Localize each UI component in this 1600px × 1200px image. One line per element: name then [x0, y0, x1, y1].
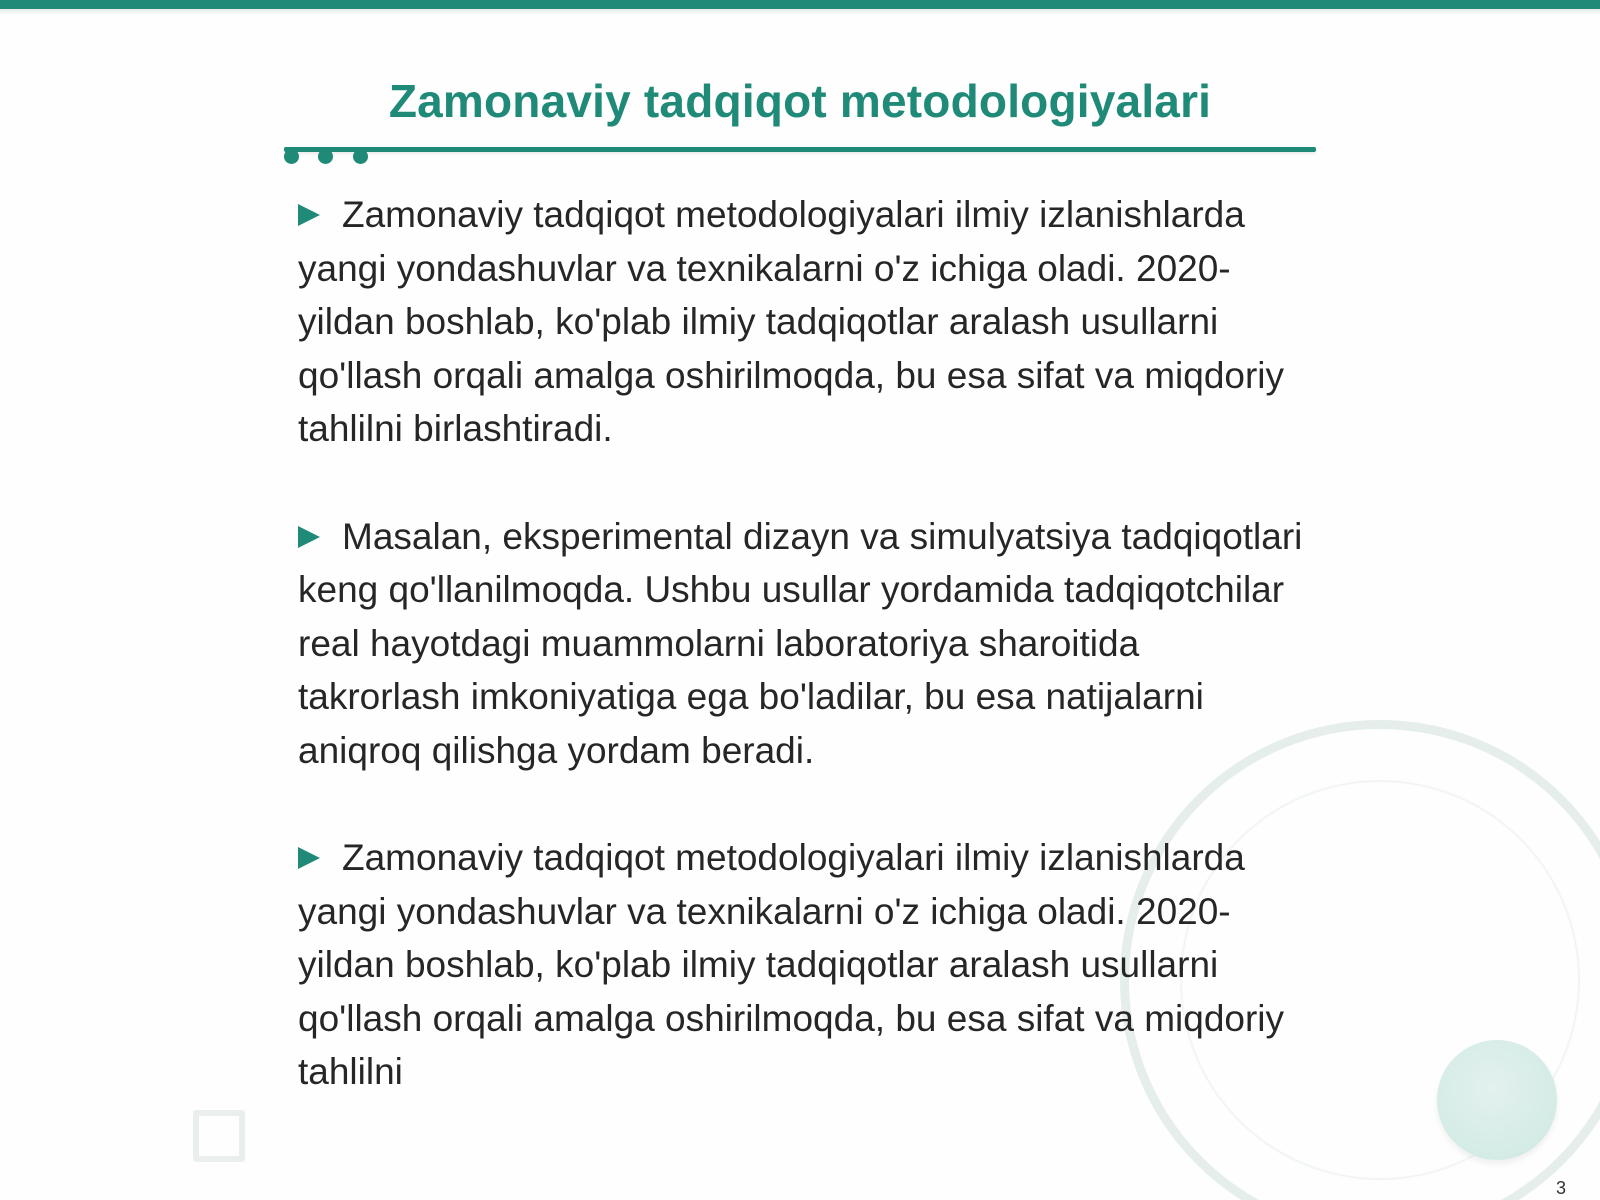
top-bar-shadow	[0, 9, 1600, 15]
bullet-item	[298, 831, 1308, 1099]
bullet-text: Masalan, eksperimental dizayn va simulyatsiya tadqiqotlari keng qo'llanilmoqda. Ushbu usullar yordamida tadqiqotchilar real hayotdagi muammolarni laboratoriya sharoitida takrorlash imkoniyatiga ega bo'ladilar, bu esa natijalarni aniqroq qilishga yordam beradi.	[298, 515, 1303, 771]
underline-dot	[353, 149, 368, 164]
decorative-square	[193, 1110, 245, 1162]
page-number: 3	[1556, 1178, 1567, 1198]
decorative-circle	[1437, 1040, 1557, 1160]
slide-title: Zamonaviy tadqiqot metodologiyalari	[388, 75, 1212, 127]
bullet-list	[298, 188, 1308, 1153]
underline-dot	[318, 149, 333, 164]
bullet-text: Zamonaviy tadqiqot metodologiyalari ilmiy izlanishlarda yangi yondashuvlar va texnikalarni o'z ichiga oladi. 2020-yildan boshlab, ko'plab ilmiy tadqiqotlar aralash usullarni qo'llash orqali amalga oshirilmoqda, bu esa sifat va miqdoriy tahlilni birlashtiradi.	[298, 194, 1285, 449]
bullet-item	[298, 510, 1308, 778]
triangle-arrow-icon	[298, 847, 320, 869]
triangle-arrow-icon	[298, 526, 320, 548]
top-accent-bar	[0, 0, 1600, 9]
triangle-arrow-icon	[298, 204, 320, 226]
bullet-text: Zamonaviy tadqiqot metodologiyalari ilmiy izlanishlarda yangi yondashuvlar va texnikalarni o'z ichiga oladi. 2020-yildan boshlab, ko'plab ilmiy tadqiqotlar aralash usullarni qo'llash orqali amalga oshirilmoqda, bu esa sifat va miqdoriy tahlilni	[298, 837, 1285, 1092]
title-underline	[284, 147, 1316, 152]
bullet-item	[298, 188, 1308, 456]
underline-dot	[284, 149, 299, 164]
